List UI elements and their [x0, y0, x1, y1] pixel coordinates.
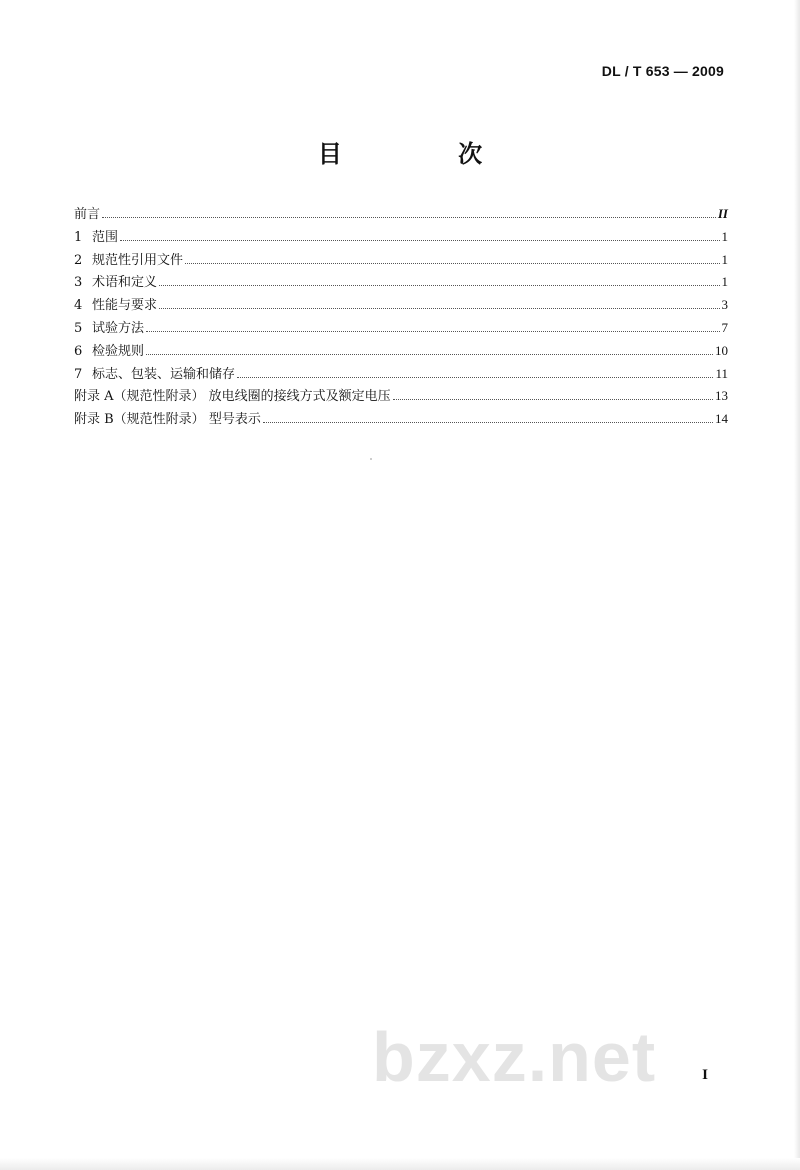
toc-entry-label: 术语和定义	[92, 275, 158, 291]
toc-entry-page: 1	[721, 251, 728, 267]
toc-entry-page: 3	[721, 297, 728, 313]
toc-entry-label: 检验规则	[92, 343, 145, 359]
table-of-contents	[74, 203, 728, 431]
toc-entry-label: 前言	[74, 207, 101, 222]
watermark: bzxz.net	[372, 1018, 657, 1096]
toc-entry-performance-requirements[interactable]	[74, 294, 728, 317]
toc-leader-dots	[102, 217, 716, 218]
toc-entry-page: 7	[721, 319, 728, 335]
standard-code: DL / T 653 — 2009	[601, 63, 724, 79]
toc-entry-page: 1	[721, 228, 728, 244]
toc-entry-label: 附录 A（规范性附录） 放电线圈的接线方式及额定电压	[74, 389, 391, 405]
page-bottom-edge	[0, 1158, 800, 1170]
toc-entry-scope[interactable]	[74, 226, 728, 249]
toc-leader-dots	[120, 240, 719, 241]
page-right-edge	[794, 0, 800, 1170]
toc-entry-number: 5	[74, 320, 83, 336]
toc-entry-page: II	[717, 206, 728, 221]
toc-entry-appendix-a[interactable]	[74, 385, 728, 408]
toc-entry-number: 1	[74, 229, 83, 245]
toc-entry-marking-packaging[interactable]	[74, 363, 728, 386]
toc-entry-label: 试验方法	[92, 320, 145, 336]
toc-entry-page: 10	[715, 342, 728, 358]
toc-leader-dots	[146, 354, 713, 355]
toc-leader-dots	[185, 263, 719, 264]
toc-entry-page: 11	[715, 365, 728, 381]
toc-entry-page: 1	[721, 274, 728, 290]
scan-speck	[370, 458, 372, 460]
toc-entry-label: 附录 B（规范性附录） 型号表示	[74, 412, 261, 428]
toc-entry-number: 4	[74, 298, 83, 314]
toc-entry-number: 6	[74, 343, 83, 359]
toc-leader-dots	[393, 399, 713, 400]
page-number: I	[702, 1067, 708, 1083]
toc-leader-dots	[146, 331, 719, 332]
toc-entry-label: 范围	[92, 229, 119, 245]
page-title: 目 次	[317, 139, 537, 168]
toc-leader-dots	[159, 285, 719, 286]
toc-entry-label: 规范性引用文件	[92, 252, 184, 268]
toc-entry-inspection-rules[interactable]	[74, 340, 728, 363]
toc-entry-page: 14	[715, 411, 728, 427]
toc-entry-number: 2	[74, 252, 83, 268]
toc-entry-number: 7	[74, 366, 83, 382]
toc-entry-page: 13	[715, 388, 728, 404]
toc-entry-label: 标志、包装、运输和储存	[92, 366, 236, 382]
toc-entry-terms-definitions[interactable]	[74, 271, 728, 294]
toc-entry-preface[interactable]	[74, 203, 728, 226]
toc-leader-dots	[263, 422, 713, 423]
toc-entry-label: 性能与要求	[92, 298, 158, 314]
toc-leader-dots	[237, 377, 713, 378]
toc-leader-dots	[159, 308, 719, 309]
toc-entry-number: 3	[74, 275, 83, 291]
toc-entry-test-methods[interactable]	[74, 317, 728, 340]
toc-entry-appendix-b[interactable]	[74, 408, 728, 431]
toc-entry-normative-references[interactable]	[74, 249, 728, 272]
